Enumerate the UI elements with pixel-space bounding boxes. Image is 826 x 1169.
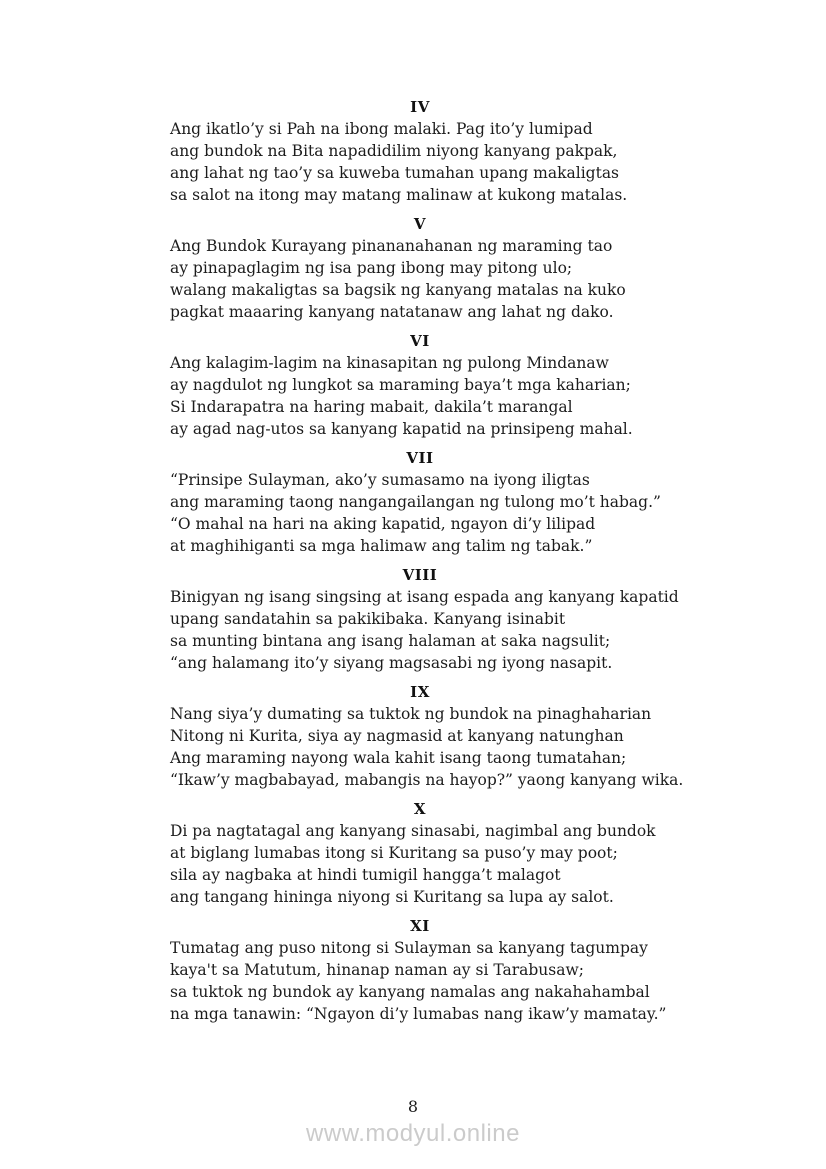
poem-line: Nang siya’y dumating sa tuktok ng bundok na pinaghaharian [170, 705, 652, 723]
poem-line: upang sandatahin sa pakikibaka. Kanyang isinabit [170, 610, 566, 628]
stanza-heading: VIII [402, 566, 438, 584]
watermark: www.modyul.online [306, 1120, 520, 1147]
poem-line: “ang halamang ito’y siyang magsasabi ng iyong nasapit. [170, 654, 613, 672]
stanza-heading: XI [410, 917, 430, 935]
stanza-heading: IV [410, 98, 430, 116]
stanza-heading: VII [406, 449, 434, 467]
stanza-heading: VI [410, 332, 430, 350]
stanza-vii [170, 447, 670, 557]
poem-line: Di pa nagtatagal ang kanyang sinasabi, nagimbal ang bundok [170, 822, 656, 840]
poem-line: Ang kalagim-lagim na kinasapitan ng pulong Mindanaw [170, 354, 609, 372]
stanza-xi [170, 915, 670, 1025]
stanza-vi [170, 330, 670, 440]
poem-line: at biglang lumabas itong si Kuritang sa puso’y may poot; [170, 844, 618, 862]
page-number: 8 [407, 1097, 419, 1116]
poem-line: ay pinapaglagim ng isa pang ibong may pitong ulo; [170, 259, 573, 277]
poem-line: ay nagdulot ng lungkot sa maraming baya’t mga kaharian; [170, 376, 631, 394]
poem-line: Tumatag ang puso nitong si Sulayman sa kanyang tagumpay [170, 939, 648, 957]
poem-line: sa salot na itong may matang malinaw at kukong matalas. [170, 186, 628, 204]
stanza-v [170, 213, 670, 323]
poem-line: sa munting bintana ang isang halaman at saka nagsulit; [170, 632, 611, 650]
poem-line: kaya't sa Matutum, hinanap naman ay si Tarabusaw; [170, 961, 584, 979]
poem-line: “Ikaw’y magbabayad, mabangis na hayop?” yaong kanyang wika. [170, 771, 684, 789]
poem-line: Binigyan ng isang singsing at isang espada ang kanyang kapatid [170, 588, 679, 606]
poem-line: “O mahal na hari na aking kapatid, ngayon di’y lilipad [170, 515, 596, 533]
stanza-iv [170, 96, 670, 206]
poem-line: Ang maraming nayong wala kahit isang taong tumatahan; [170, 749, 627, 767]
poem-line: sa tuktok ng bundok ay kanyang namalas ang nakahahambal [170, 983, 650, 1001]
poem-line: Ang Bundok Kurayang pinananahanan ng maraming tao [170, 237, 613, 255]
stanza-ix [170, 681, 684, 791]
poem-line: walang makaligtas sa bagsik ng kanyang matalas na kuko [170, 281, 626, 299]
stanza-heading: IX [410, 683, 430, 701]
poem-content [170, 96, 684, 1032]
stanza-heading: X [413, 800, 427, 818]
poem-line: ang bundok na Bita napadidilim niyong kanyang pakpak, [170, 142, 618, 160]
poem-line: Nitong ni Kurita, siya ay nagmasid at kanyang natunghan [170, 727, 624, 745]
stanza-viii [170, 564, 679, 674]
poem-line: ang lahat ng tao’y sa kuweba tumahan upang makaligtas [170, 164, 620, 182]
stanza-heading: V [413, 215, 427, 233]
poem-line: Si Indarapatra na haring mabait, dakila’t marangal [170, 398, 573, 416]
poem-line: Ang ikatlo’y si Pah na ibong malaki. Pag ito’y lumipad [170, 120, 593, 138]
poem-line: pagkat maaaring kanyang natatanaw ang lahat ng dako. [170, 303, 614, 321]
poem-line: “Prinsipe Sulayman, ako’y sumasamo na iyong iligtas [170, 471, 590, 489]
poem-line: at maghihiganti sa mga halimaw ang talim ng tabak.” [170, 537, 593, 555]
poem-line: sila ay nagbaka at hindi tumigil hangga’t malagot [170, 866, 561, 884]
poem-line: na mga tanawin: “Ngayon di’y lumabas nang ikaw’y mamatay.” [170, 1005, 667, 1023]
poem-line: ang maraming taong nangangailangan ng tulong mo’t habag.” [170, 493, 661, 511]
poem-line: ang tangang hininga niyong si Kuritang sa lupa ay salot. [170, 888, 614, 906]
poem-line: ay agad nag-utos sa kanyang kapatid na prinsipeng mahal. [170, 420, 633, 438]
page-footer [0, 1096, 826, 1148]
stanza-x [170, 798, 670, 908]
